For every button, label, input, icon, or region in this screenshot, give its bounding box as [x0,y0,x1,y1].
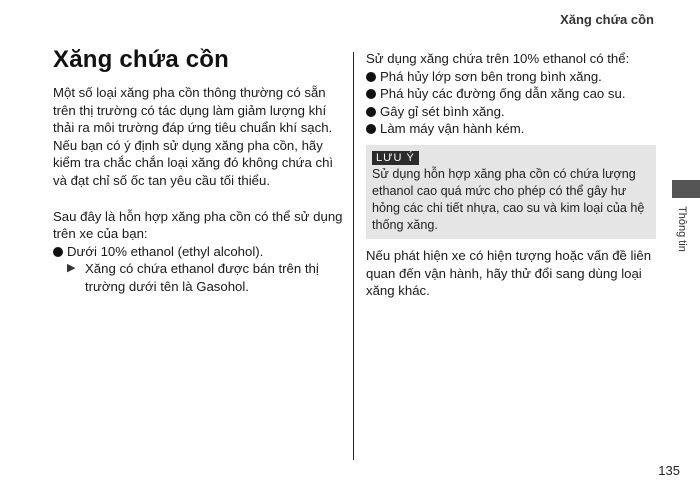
note-text: Sử dụng hỗn hợp xăng pha cồn có chứa lượng ethanol cao quá mức cho phép có thể gây hư hỏng các chi tiết nhựa, cao su và kim loại của hệ thống xăng. [372,166,645,232]
bullet-text: Dưới 10% ethanol (ethyl alcohol). [67,243,264,259]
right-column [366,50,656,300]
effect-item [366,103,656,121]
bullet-dot-icon [366,72,376,82]
effect-item [366,85,656,103]
note-label: LƯU Ý [372,151,419,165]
effect-item [366,120,656,138]
bullet-dot-icon [366,89,376,99]
sub-bullet-item [53,260,345,295]
page-number: 135 [658,463,680,478]
page-title: Xăng chứa cồn [53,46,230,73]
effect-item [366,68,656,86]
effect-text: Phá hủy các đường ống dẫn xăng cao su. [380,86,626,102]
running-header: Xăng chứa cồn [560,12,654,27]
note-box [366,145,656,239]
effect-text: Làm máy vận hành kém. [380,121,525,137]
left-column [53,84,345,296]
effects-intro: Sử dụng xăng chứa trên 10% ethanol có thể: [366,51,630,66]
effect-text: Phá hủy lớp sơn bên trong bình xăng. [380,68,602,84]
triangle-arrow-icon: ▶ [67,262,76,275]
bullet-dot-icon [366,107,376,117]
effect-text: Gây gỉ sét bình xăng. [380,103,505,119]
closing-paragraph: Nếu phát hiện xe có hiện tượng hoặc vấn đề liên quan đến vận hành, hãy thử đổi sang dùng loại xăng khác. [366,247,652,299]
bullet-item [53,243,345,261]
mixture-intro: Sau đây là hỗn hợp xăng pha cồn có thể sử dụng trên xe của bạn: [53,208,343,242]
section-tab-label: Thông tin [676,206,688,252]
section-tab-marker [672,180,700,198]
intro-paragraph: Một số loại xăng pha cồn thông thường có sẵn trên thị trường có tác dụng làm giảm lượng khí thải ra môi trường đáp ứng tiêu chuẩn khí sạch. Nếu bạn có ý định sử dụng xăng pha cồn, hãy kiểm tra chắc chắn loại xăng đó không chứa chì và đạt chỉ số ốc tan yêu cầu tối thiểu. [53,85,334,188]
column-divider [353,52,354,460]
sub-bullet-text: Xăng có chứa ethanol được bán trên thị trường dưới tên là Gasohol. [85,261,319,294]
bullet-dot-icon [366,124,376,134]
bullet-dot-icon [53,247,63,257]
